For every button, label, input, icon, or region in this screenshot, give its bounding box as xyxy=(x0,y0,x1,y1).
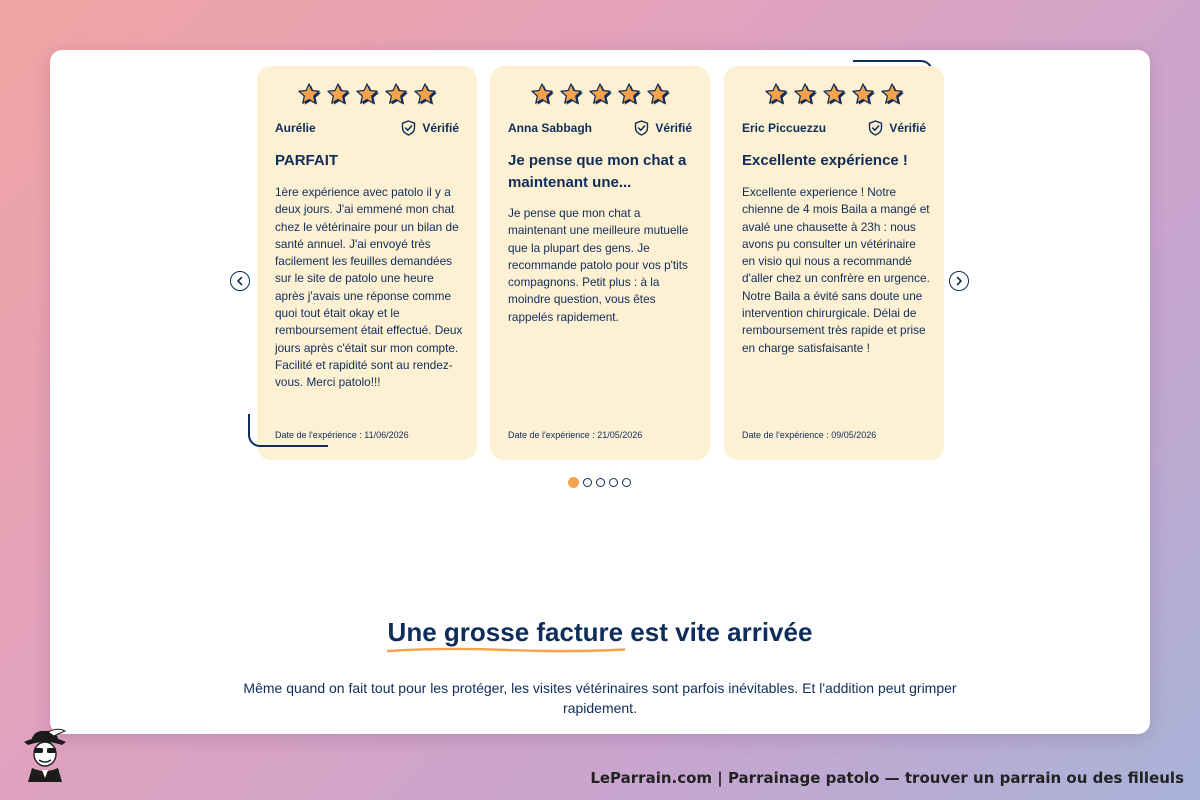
star-icon xyxy=(355,83,380,107)
headline-rest: est vite arrivée xyxy=(623,617,813,647)
review-body: Je pense que mon chat a maintenant une meilleure mutuelle que la plupart des gens. Je recommande patolo pour vos p'tits compagnons. Petit plus : à la moindre question, vous êtes rappelés rapidement. xyxy=(508,206,689,324)
carousel-dot[interactable] xyxy=(568,477,579,488)
review-body: 1ère expérience avec patolo il y a deux jours. J'ai emmené mon chat chez le vétérinaire pour un bilan de santé annuel. J'ai envoyé très facilement les feuilles demandées sur le site de patolo une heure après j'avais une réponse comme quoi tout était okay et le remboursement était effectué. Deux jours après c'était sur mon compte. Facilité et rapidité sont au rendez-vous. Merci patolo!!! xyxy=(275,185,463,390)
shield-check-icon xyxy=(401,120,416,136)
review-date: Date de l'expérience : 21/05/2026 xyxy=(508,430,643,440)
star-icon xyxy=(764,83,789,107)
review-author: Anna Sabbagh xyxy=(508,121,593,135)
star-icon xyxy=(530,83,555,107)
shield-check-icon xyxy=(634,120,649,136)
star-rating xyxy=(490,83,710,107)
star-icon xyxy=(297,83,322,107)
star-icon xyxy=(413,83,438,107)
underline-swoosh xyxy=(386,646,626,654)
mascot-logo xyxy=(18,728,72,784)
star-icon xyxy=(851,83,876,107)
carousel-dot[interactable] xyxy=(622,478,631,487)
review-author: Aurélie xyxy=(275,121,316,135)
carousel-dot[interactable] xyxy=(609,478,618,487)
review-author: Eric Piccuezzu xyxy=(742,121,827,135)
decorative-corner-bottom-left xyxy=(248,414,328,447)
carousel-dot[interactable] xyxy=(596,478,605,487)
star-icon xyxy=(617,83,642,107)
verified-badge xyxy=(401,120,459,136)
verified-badge xyxy=(868,120,926,136)
star-icon xyxy=(384,83,409,107)
review-title: PARFAIT xyxy=(275,152,339,169)
carousel-next-button[interactable] xyxy=(949,271,969,291)
review-title: Excellente expérience ! xyxy=(742,152,908,169)
star-icon xyxy=(822,83,847,107)
carousel-dot[interactable] xyxy=(583,478,592,487)
review-card xyxy=(724,66,944,460)
verified-label: Vérifié xyxy=(889,121,926,135)
verified-badge xyxy=(634,120,692,136)
chevron-right-icon xyxy=(954,276,964,286)
headline-highlight-text: Une grosse facture xyxy=(387,617,624,647)
star-icon xyxy=(880,83,905,107)
chevron-left-icon xyxy=(235,276,245,286)
verified-label: Vérifié xyxy=(655,121,692,135)
shield-check-icon xyxy=(868,120,883,136)
headline-highlight xyxy=(388,617,624,648)
review-title: Je pense que mon chat a maintenant une... xyxy=(508,152,687,191)
star-icon xyxy=(588,83,613,107)
review-date: Date de l'expérience : 09/05/2026 xyxy=(742,430,877,440)
review-card xyxy=(257,66,477,460)
verified-label: Vérifié xyxy=(422,121,459,135)
star-rating xyxy=(257,83,477,107)
carousel-pagination xyxy=(568,477,631,488)
review-date: Date de l'expérience : 11/06/2026 xyxy=(275,430,409,440)
reviews-panel xyxy=(50,50,1150,734)
star-icon xyxy=(793,83,818,107)
star-icon xyxy=(326,83,351,107)
review-body: Excellente experience ! Notre chienne de 4 mois Baila a mangé et avalé une chausette à 23h : nous avons pu consulter un vétérinaire en visio qui nous a recommandé d'aller chez un confrère en urgence. Notre Baila a évité sans doute une intervention chirurgicale. Délai de remboursement très rapide et prise en charge satisfaisante ! xyxy=(742,185,930,355)
star-icon xyxy=(559,83,584,107)
star-rating xyxy=(724,83,944,107)
footer-caption: LeParrain.com | Parrainage patolo — trouver un parrain ou des filleuls xyxy=(590,769,1184,787)
section-subtext: Même quand on fait tout pour les protéger, les visites vétérinaires sont parfois inévitables. Et l'addition peut grimper rapidement. xyxy=(243,680,957,716)
carousel-prev-button[interactable] xyxy=(230,271,250,291)
star-icon xyxy=(646,83,671,107)
review-card xyxy=(490,66,710,460)
section-headline xyxy=(50,617,1150,648)
